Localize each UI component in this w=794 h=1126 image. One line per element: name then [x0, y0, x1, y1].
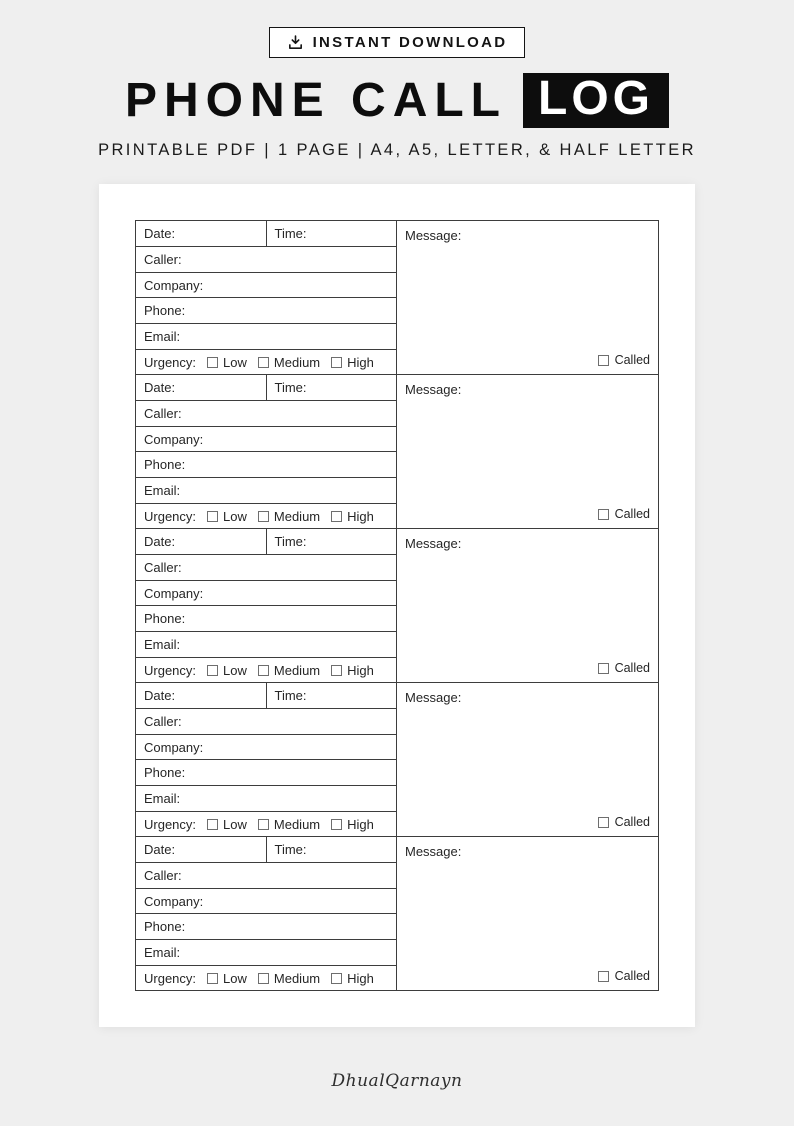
date-field[interactable]	[136, 837, 267, 862]
urgency-high-option	[331, 663, 374, 678]
caller-field[interactable]	[136, 709, 396, 735]
urgency-label: Urgency:	[144, 970, 197, 986]
email-field[interactable]	[136, 632, 396, 658]
phone-field[interactable]	[136, 452, 396, 478]
urgency-low-option	[207, 971, 247, 986]
entry-details-column	[136, 837, 397, 990]
title-highlight: LOG	[523, 73, 669, 128]
urgency-row	[136, 350, 396, 375]
caller-field[interactable]	[136, 247, 396, 273]
date-label: Date:	[144, 226, 176, 242]
phone-field[interactable]	[136, 606, 396, 632]
email-label: Email:	[144, 944, 181, 960]
called-label: Called	[614, 507, 650, 522]
phone-label: Phone:	[144, 303, 186, 319]
urgency-high-checkbox[interactable]	[331, 357, 342, 368]
urgency-high-label: High	[347, 970, 374, 986]
brand-signature: DhualQarnayn	[331, 1071, 463, 1092]
urgency-low-option	[207, 509, 247, 524]
caller-field[interactable]	[136, 555, 396, 581]
company-field[interactable]	[136, 427, 396, 453]
call-log-entry	[136, 529, 658, 683]
urgency-high-label: High	[347, 508, 374, 524]
call-log-entry	[136, 375, 658, 529]
badge-label: INSTANT DOWNLOAD	[312, 34, 508, 51]
called-option	[598, 661, 650, 675]
time-field[interactable]	[267, 837, 397, 862]
date-field[interactable]	[136, 375, 267, 400]
caller-label: Caller:	[144, 713, 182, 729]
date-time-row	[136, 683, 396, 709]
urgency-high-checkbox[interactable]	[331, 819, 342, 830]
urgency-high-checkbox[interactable]	[331, 665, 342, 676]
message-label: Message:	[405, 844, 462, 860]
caller-label: Caller:	[144, 405, 182, 421]
message-label: Message:	[405, 690, 462, 706]
urgency-low-label: Low	[223, 816, 247, 832]
entry-details-column	[136, 529, 397, 682]
urgency-label: Urgency:	[144, 816, 197, 832]
urgency-medium-checkbox[interactable]	[258, 511, 269, 522]
company-field[interactable]	[136, 889, 396, 915]
urgency-medium-label: Medium	[273, 970, 321, 986]
urgency-low-option	[207, 663, 247, 678]
urgency-high-option	[331, 971, 374, 986]
caller-field[interactable]	[136, 863, 396, 889]
time-field[interactable]	[267, 529, 397, 554]
entry-details-column	[136, 375, 397, 528]
urgency-label: Urgency:	[144, 662, 197, 678]
company-label: Company:	[144, 277, 204, 293]
date-field[interactable]	[136, 529, 267, 554]
urgency-medium-label: Medium	[273, 508, 321, 524]
urgency-row	[136, 966, 396, 991]
time-label: Time:	[274, 688, 307, 704]
urgency-medium-label: Medium	[273, 662, 321, 678]
called-checkbox[interactable]	[598, 509, 609, 520]
date-label: Date:	[144, 842, 176, 858]
urgency-row	[136, 504, 396, 529]
urgency-high-checkbox[interactable]	[331, 511, 342, 522]
called-label: Called	[614, 661, 650, 676]
company-label: Company:	[144, 585, 204, 601]
called-checkbox[interactable]	[598, 971, 609, 982]
urgency-low-option	[207, 355, 247, 370]
called-checkbox[interactable]	[598, 355, 609, 366]
message-label: Message:	[405, 536, 462, 552]
caller-field[interactable]	[136, 401, 396, 427]
called-checkbox[interactable]	[598, 663, 609, 674]
urgency-high-label: High	[347, 816, 374, 832]
called-option	[598, 507, 650, 521]
urgency-label: Urgency:	[144, 354, 197, 370]
message-label: Message:	[405, 228, 462, 244]
call-log-form	[135, 220, 659, 991]
company-field[interactable]	[136, 735, 396, 761]
urgency-medium-option	[258, 817, 320, 832]
instant-download-badge	[269, 27, 526, 58]
email-label: Email:	[144, 482, 181, 498]
date-time-row	[136, 375, 396, 401]
phone-label: Phone:	[144, 919, 186, 935]
urgency-low-checkbox[interactable]	[207, 819, 218, 830]
title-main: PHONE CALL	[125, 74, 507, 128]
email-field[interactable]	[136, 478, 396, 504]
urgency-medium-label: Medium	[273, 816, 321, 832]
phone-label: Phone:	[144, 765, 186, 781]
urgency-medium-option	[258, 971, 320, 986]
email-field[interactable]	[136, 786, 396, 812]
company-field[interactable]	[136, 273, 396, 299]
date-label: Date:	[144, 380, 176, 396]
caller-label: Caller:	[144, 867, 182, 883]
email-label: Email:	[144, 790, 181, 806]
time-field[interactable]	[267, 683, 397, 708]
urgency-medium-checkbox[interactable]	[258, 819, 269, 830]
urgency-medium-option	[258, 509, 320, 524]
phone-field[interactable]	[136, 760, 396, 786]
time-label: Time:	[274, 226, 307, 242]
phone-field[interactable]	[136, 298, 396, 324]
urgency-high-option	[331, 509, 374, 524]
urgency-high-option	[331, 817, 374, 832]
call-log-entry	[136, 837, 658, 990]
urgency-low-label: Low	[223, 508, 247, 524]
call-log-entry	[136, 683, 658, 837]
phone-field[interactable]	[136, 914, 396, 940]
phone-label: Phone:	[144, 611, 186, 627]
urgency-medium-option	[258, 355, 320, 370]
urgency-medium-checkbox[interactable]	[258, 665, 269, 676]
urgency-low-label: Low	[223, 970, 247, 986]
phone-label: Phone:	[144, 457, 186, 473]
message-field[interactable]	[397, 221, 658, 374]
date-field[interactable]	[136, 683, 267, 708]
entry-details-column	[136, 683, 397, 836]
called-label: Called	[614, 353, 650, 368]
company-label: Company:	[144, 431, 204, 447]
date-label: Date:	[144, 534, 176, 550]
time-label: Time:	[274, 842, 307, 858]
called-label: Called	[614, 815, 650, 830]
caller-label: Caller:	[144, 559, 182, 575]
date-field[interactable]	[136, 221, 267, 246]
urgency-high-label: High	[347, 662, 374, 678]
urgency-medium-label: Medium	[273, 354, 321, 370]
called-option	[598, 353, 650, 367]
called-option	[598, 815, 650, 829]
company-field[interactable]	[136, 581, 396, 607]
company-label: Company:	[144, 739, 204, 755]
entry-details-column	[136, 221, 397, 374]
urgency-medium-checkbox[interactable]	[258, 973, 269, 984]
urgency-low-label: Low	[223, 354, 247, 370]
urgency-low-checkbox[interactable]	[207, 511, 218, 522]
call-log-entry	[136, 221, 658, 375]
message-label: Message:	[405, 382, 462, 398]
message-field[interactable]	[397, 837, 658, 990]
time-label: Time:	[274, 380, 307, 396]
time-label: Time:	[274, 534, 307, 550]
urgency-high-checkbox[interactable]	[331, 973, 342, 984]
email-field[interactable]	[136, 940, 396, 966]
email-field[interactable]	[136, 324, 396, 350]
date-label: Date:	[144, 688, 176, 704]
urgency-low-checkbox[interactable]	[207, 665, 218, 676]
urgency-medium-option	[258, 663, 320, 678]
called-option	[598, 969, 650, 983]
message-field[interactable]	[397, 375, 658, 528]
date-time-row	[136, 529, 396, 555]
urgency-low-checkbox[interactable]	[207, 973, 218, 984]
page-subtitle: PRINTABLE PDF | 1 PAGE | A4, A5, LETTER, & HALF LETTER	[98, 141, 696, 160]
date-time-row	[136, 221, 396, 247]
time-field[interactable]	[267, 375, 397, 400]
email-label: Email:	[144, 636, 181, 652]
urgency-high-option	[331, 355, 374, 370]
called-checkbox[interactable]	[598, 817, 609, 828]
urgency-high-label: High	[347, 354, 374, 370]
urgency-row	[136, 812, 396, 837]
time-field[interactable]	[267, 221, 397, 246]
email-label: Email:	[144, 328, 181, 344]
urgency-low-checkbox[interactable]	[207, 357, 218, 368]
urgency-low-label: Low	[223, 662, 247, 678]
called-label: Called	[614, 969, 650, 984]
caller-label: Caller:	[144, 251, 182, 267]
message-field[interactable]	[397, 529, 658, 682]
download-icon	[287, 34, 304, 51]
page-title	[125, 73, 669, 128]
company-label: Company:	[144, 893, 204, 909]
message-field[interactable]	[397, 683, 658, 836]
urgency-low-option	[207, 817, 247, 832]
urgency-row	[136, 658, 396, 683]
urgency-label: Urgency:	[144, 508, 197, 524]
printable-page-preview	[99, 184, 695, 1027]
urgency-medium-checkbox[interactable]	[258, 357, 269, 368]
date-time-row	[136, 837, 396, 863]
